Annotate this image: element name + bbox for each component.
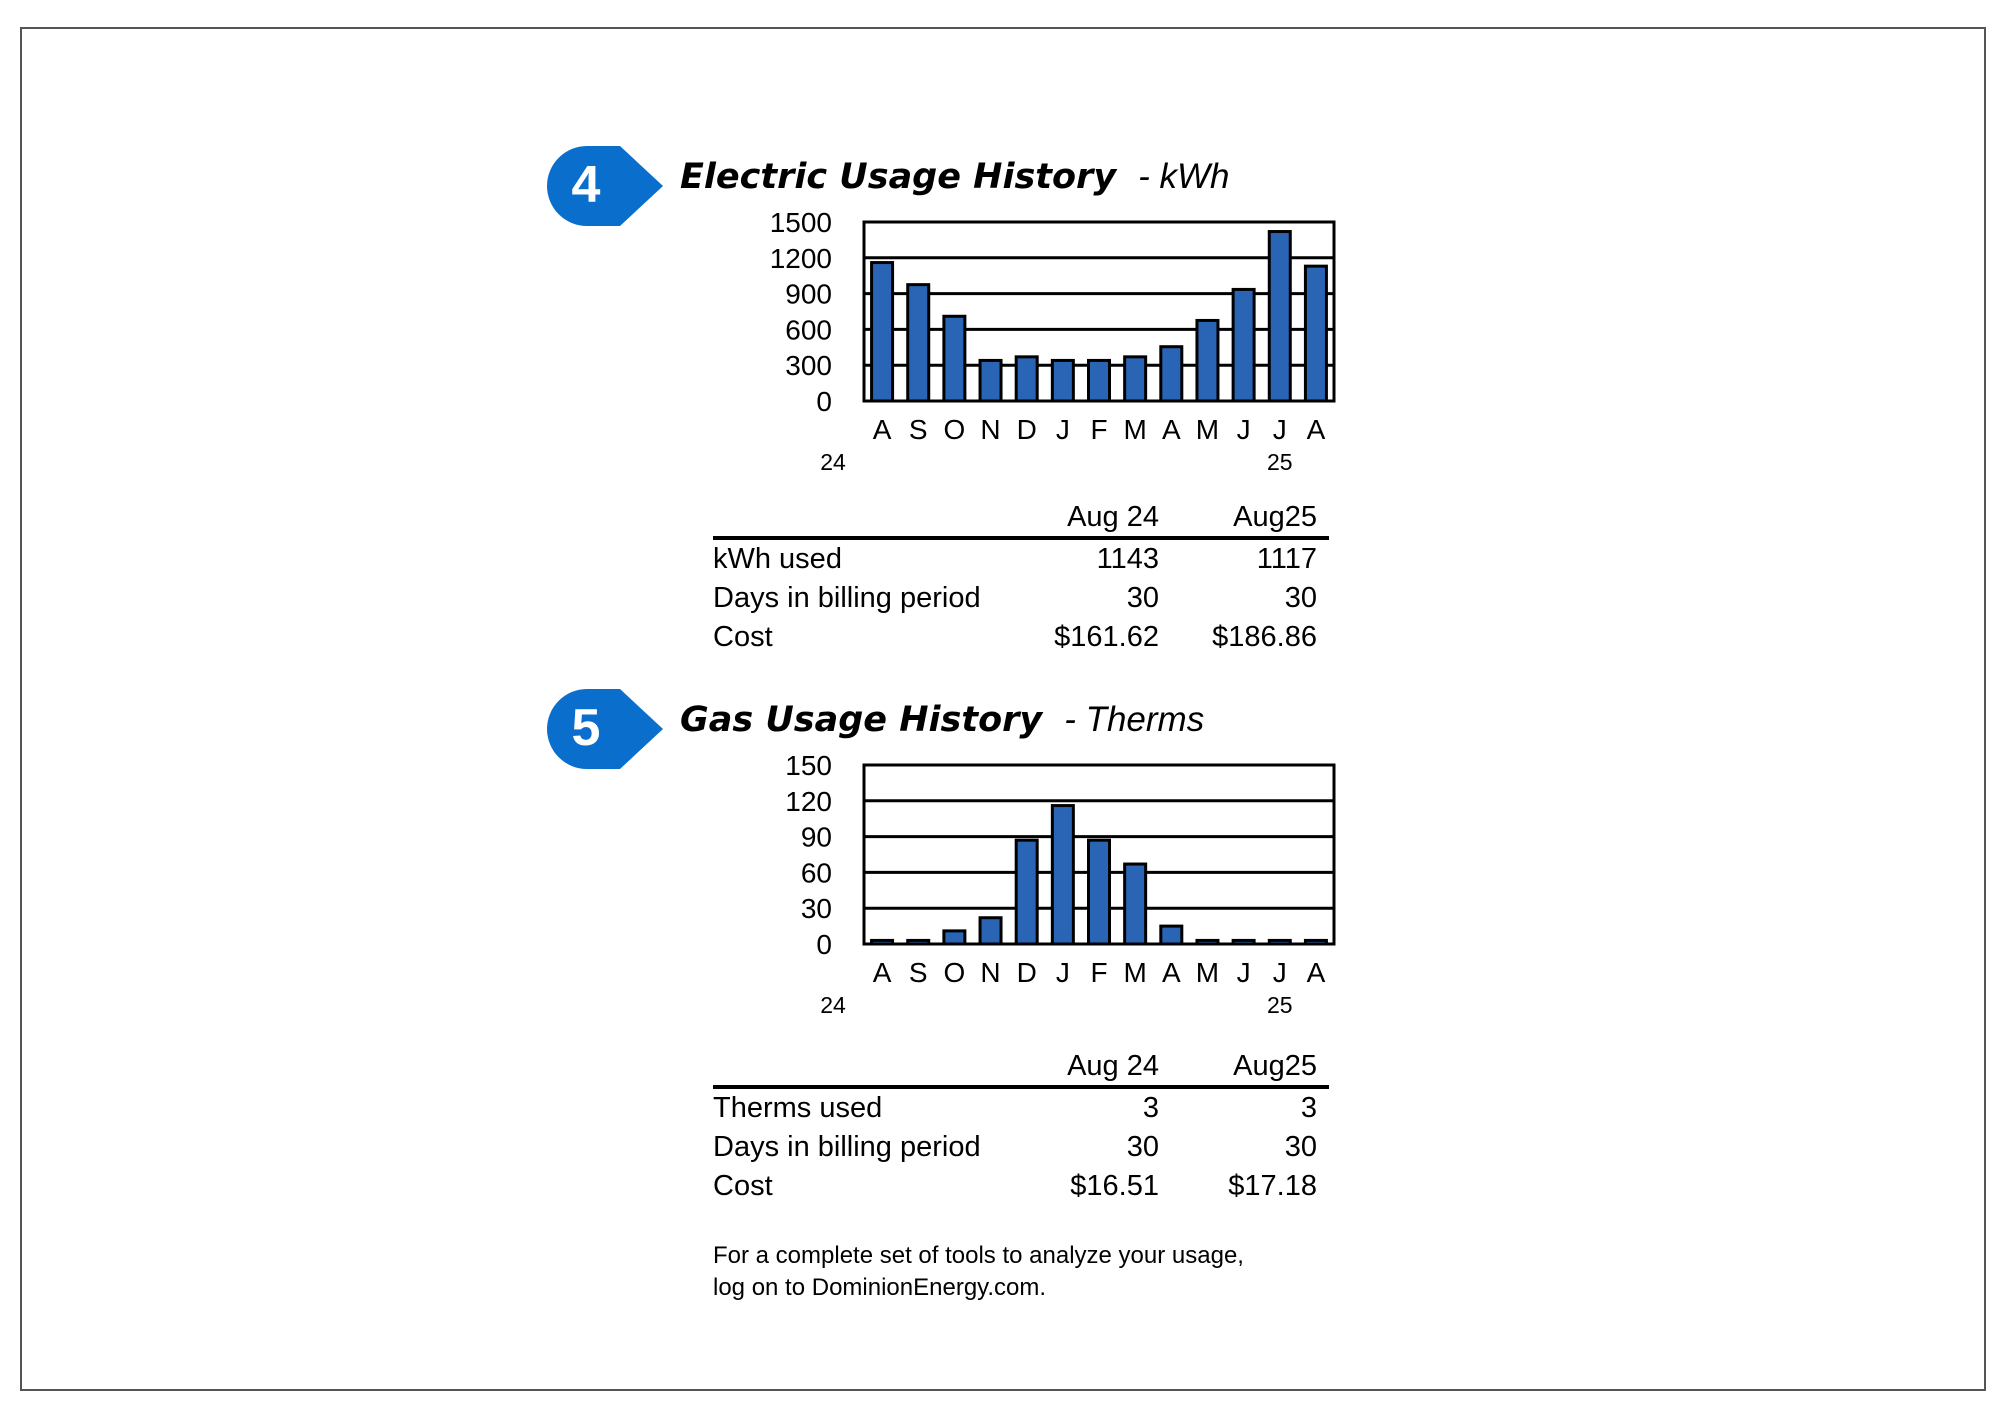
bar <box>1269 232 1290 401</box>
footer-line-1: For a complete set of tools to analyze your usage, <box>713 1242 1244 1269</box>
year-start-label: 24 <box>820 992 846 1018</box>
section-number-badge <box>546 145 664 227</box>
bar <box>1233 289 1254 401</box>
row-curr-value: $186.86 <box>1212 621 1317 653</box>
table-row <box>713 538 1329 579</box>
x-tick-label: A <box>1306 414 1326 445</box>
table-header-row <box>713 500 1329 538</box>
row-prev-value: 3 <box>1142 1092 1159 1124</box>
chart-title-text: Electric Usage History <box>680 157 1117 197</box>
row-prev-value: 30 <box>1126 582 1159 614</box>
x-tick-label: D <box>1016 957 1037 988</box>
row-label: kWh used <box>713 543 842 575</box>
x-tick-label: S <box>908 414 928 445</box>
x-tick-label: M <box>1123 957 1147 988</box>
x-tick-label: N <box>980 957 1001 988</box>
table-row <box>713 618 1329 657</box>
table-header-prev: Aug 24 <box>1013 1049 1171 1087</box>
table-header-blank <box>713 1049 1013 1087</box>
table-row <box>713 1087 1329 1128</box>
x-tick-label: F <box>1090 957 1108 988</box>
bar <box>980 360 1001 401</box>
y-tick-label: 300 <box>785 350 832 382</box>
chart-unit: - kWh <box>1138 157 1230 196</box>
row-curr-value: $17.18 <box>1228 1170 1317 1202</box>
y-tick-label: 1500 <box>769 207 832 238</box>
x-tick-label: O <box>943 957 966 988</box>
electric-usage-table <box>713 500 1329 657</box>
chart-unit: - Therms <box>1064 700 1205 739</box>
x-tick-label: J <box>1055 957 1070 988</box>
y-tick-label: 120 <box>785 785 832 817</box>
y-tick-label: 900 <box>785 278 832 310</box>
row-curr-value: 3 <box>1300 1092 1317 1124</box>
x-tick-label: A <box>1306 957 1326 988</box>
x-tick-label: F <box>1090 414 1108 445</box>
footer-note <box>713 1240 1244 1304</box>
x-tick-label: N <box>980 414 1001 445</box>
bar <box>1161 347 1182 401</box>
year-start-label: 24 <box>820 449 846 475</box>
bar <box>872 263 893 401</box>
bar <box>944 931 965 944</box>
gas-usage-table <box>713 1049 1329 1206</box>
table-header-curr: Aug25 <box>1171 1049 1329 1087</box>
bar <box>1305 266 1326 401</box>
y-tick-label: 0 <box>816 929 832 960</box>
bar <box>1089 360 1110 401</box>
bar <box>1161 926 1182 944</box>
gas-usage-chart-svg <box>760 751 1340 1021</box>
y-tick-label: 600 <box>785 314 832 346</box>
x-tick-label: J <box>1055 414 1070 445</box>
electric-usage-chart <box>760 208 1340 478</box>
row-curr-value: 30 <box>1284 582 1317 614</box>
y-tick-label: 90 <box>800 821 832 853</box>
x-tick-label: J <box>1236 957 1251 988</box>
badge-shape-icon <box>546 688 664 770</box>
table-header-blank <box>713 500 1013 538</box>
table-row <box>713 1167 1329 1206</box>
x-tick-label: S <box>908 957 928 988</box>
x-tick-label: M <box>1195 414 1220 445</box>
x-tick-label: J <box>1272 957 1287 988</box>
x-tick-label: M <box>1195 957 1220 988</box>
bar <box>980 918 1001 944</box>
bar <box>1016 357 1037 401</box>
chart-title <box>680 700 1204 740</box>
row-prev-value: $161.62 <box>1054 621 1159 653</box>
row-label: Cost <box>713 1170 773 1202</box>
bar <box>1125 864 1146 944</box>
year-end-label: 25 <box>1266 992 1293 1018</box>
bar <box>1052 360 1073 401</box>
row-prev-value: $16.51 <box>1070 1170 1159 1202</box>
bar <box>1125 357 1146 401</box>
table-row <box>713 1128 1329 1167</box>
badge-number: 5 <box>571 699 601 757</box>
row-label: Days in billing period <box>713 582 981 614</box>
chart-title <box>680 157 1230 197</box>
y-tick-label: 0 <box>816 386 832 417</box>
y-tick-label: 60 <box>800 857 832 889</box>
x-tick-label: O <box>943 414 966 445</box>
x-tick-label: A <box>872 414 892 445</box>
footer-line-2: log on to DominionEnergy.com. <box>713 1274 1047 1301</box>
row-label: Therms used <box>713 1092 883 1124</box>
table-header-curr: Aug25 <box>1171 500 1329 538</box>
row-curr-value: 30 <box>1284 1131 1317 1163</box>
table-header-row <box>713 1049 1329 1087</box>
x-tick-label: D <box>1016 414 1037 445</box>
bar <box>1052 806 1073 944</box>
bar <box>944 316 965 401</box>
y-tick-label: 1200 <box>769 242 832 274</box>
badge-number: 4 <box>571 156 601 214</box>
x-tick-label: A <box>872 957 892 988</box>
section-number-badge <box>546 688 664 770</box>
row-label: Cost <box>713 621 773 653</box>
badge-shape-icon <box>546 145 664 227</box>
table-row <box>713 579 1329 618</box>
x-tick-label: A <box>1161 957 1181 988</box>
electric-usage-chart-svg <box>760 208 1340 478</box>
x-tick-label: M <box>1123 414 1147 445</box>
row-prev-value: 30 <box>1126 1131 1159 1163</box>
bar <box>1016 840 1037 944</box>
y-tick-label: 150 <box>785 750 832 781</box>
gas-usage-chart <box>760 751 1340 1021</box>
bar <box>1089 840 1110 944</box>
row-curr-value: 1117 <box>1256 543 1317 575</box>
chart-title-text: Gas Usage History <box>680 700 1043 740</box>
x-tick-label: J <box>1272 414 1287 445</box>
bar <box>1197 320 1218 401</box>
row-prev-value: 1143 <box>1096 543 1159 575</box>
table-header-prev: Aug 24 <box>1013 500 1171 538</box>
x-tick-label: J <box>1236 414 1251 445</box>
x-tick-label: A <box>1161 414 1181 445</box>
row-label: Days in billing period <box>713 1131 981 1163</box>
year-end-label: 25 <box>1266 449 1293 475</box>
bar <box>908 285 929 401</box>
y-tick-label: 30 <box>800 893 832 925</box>
